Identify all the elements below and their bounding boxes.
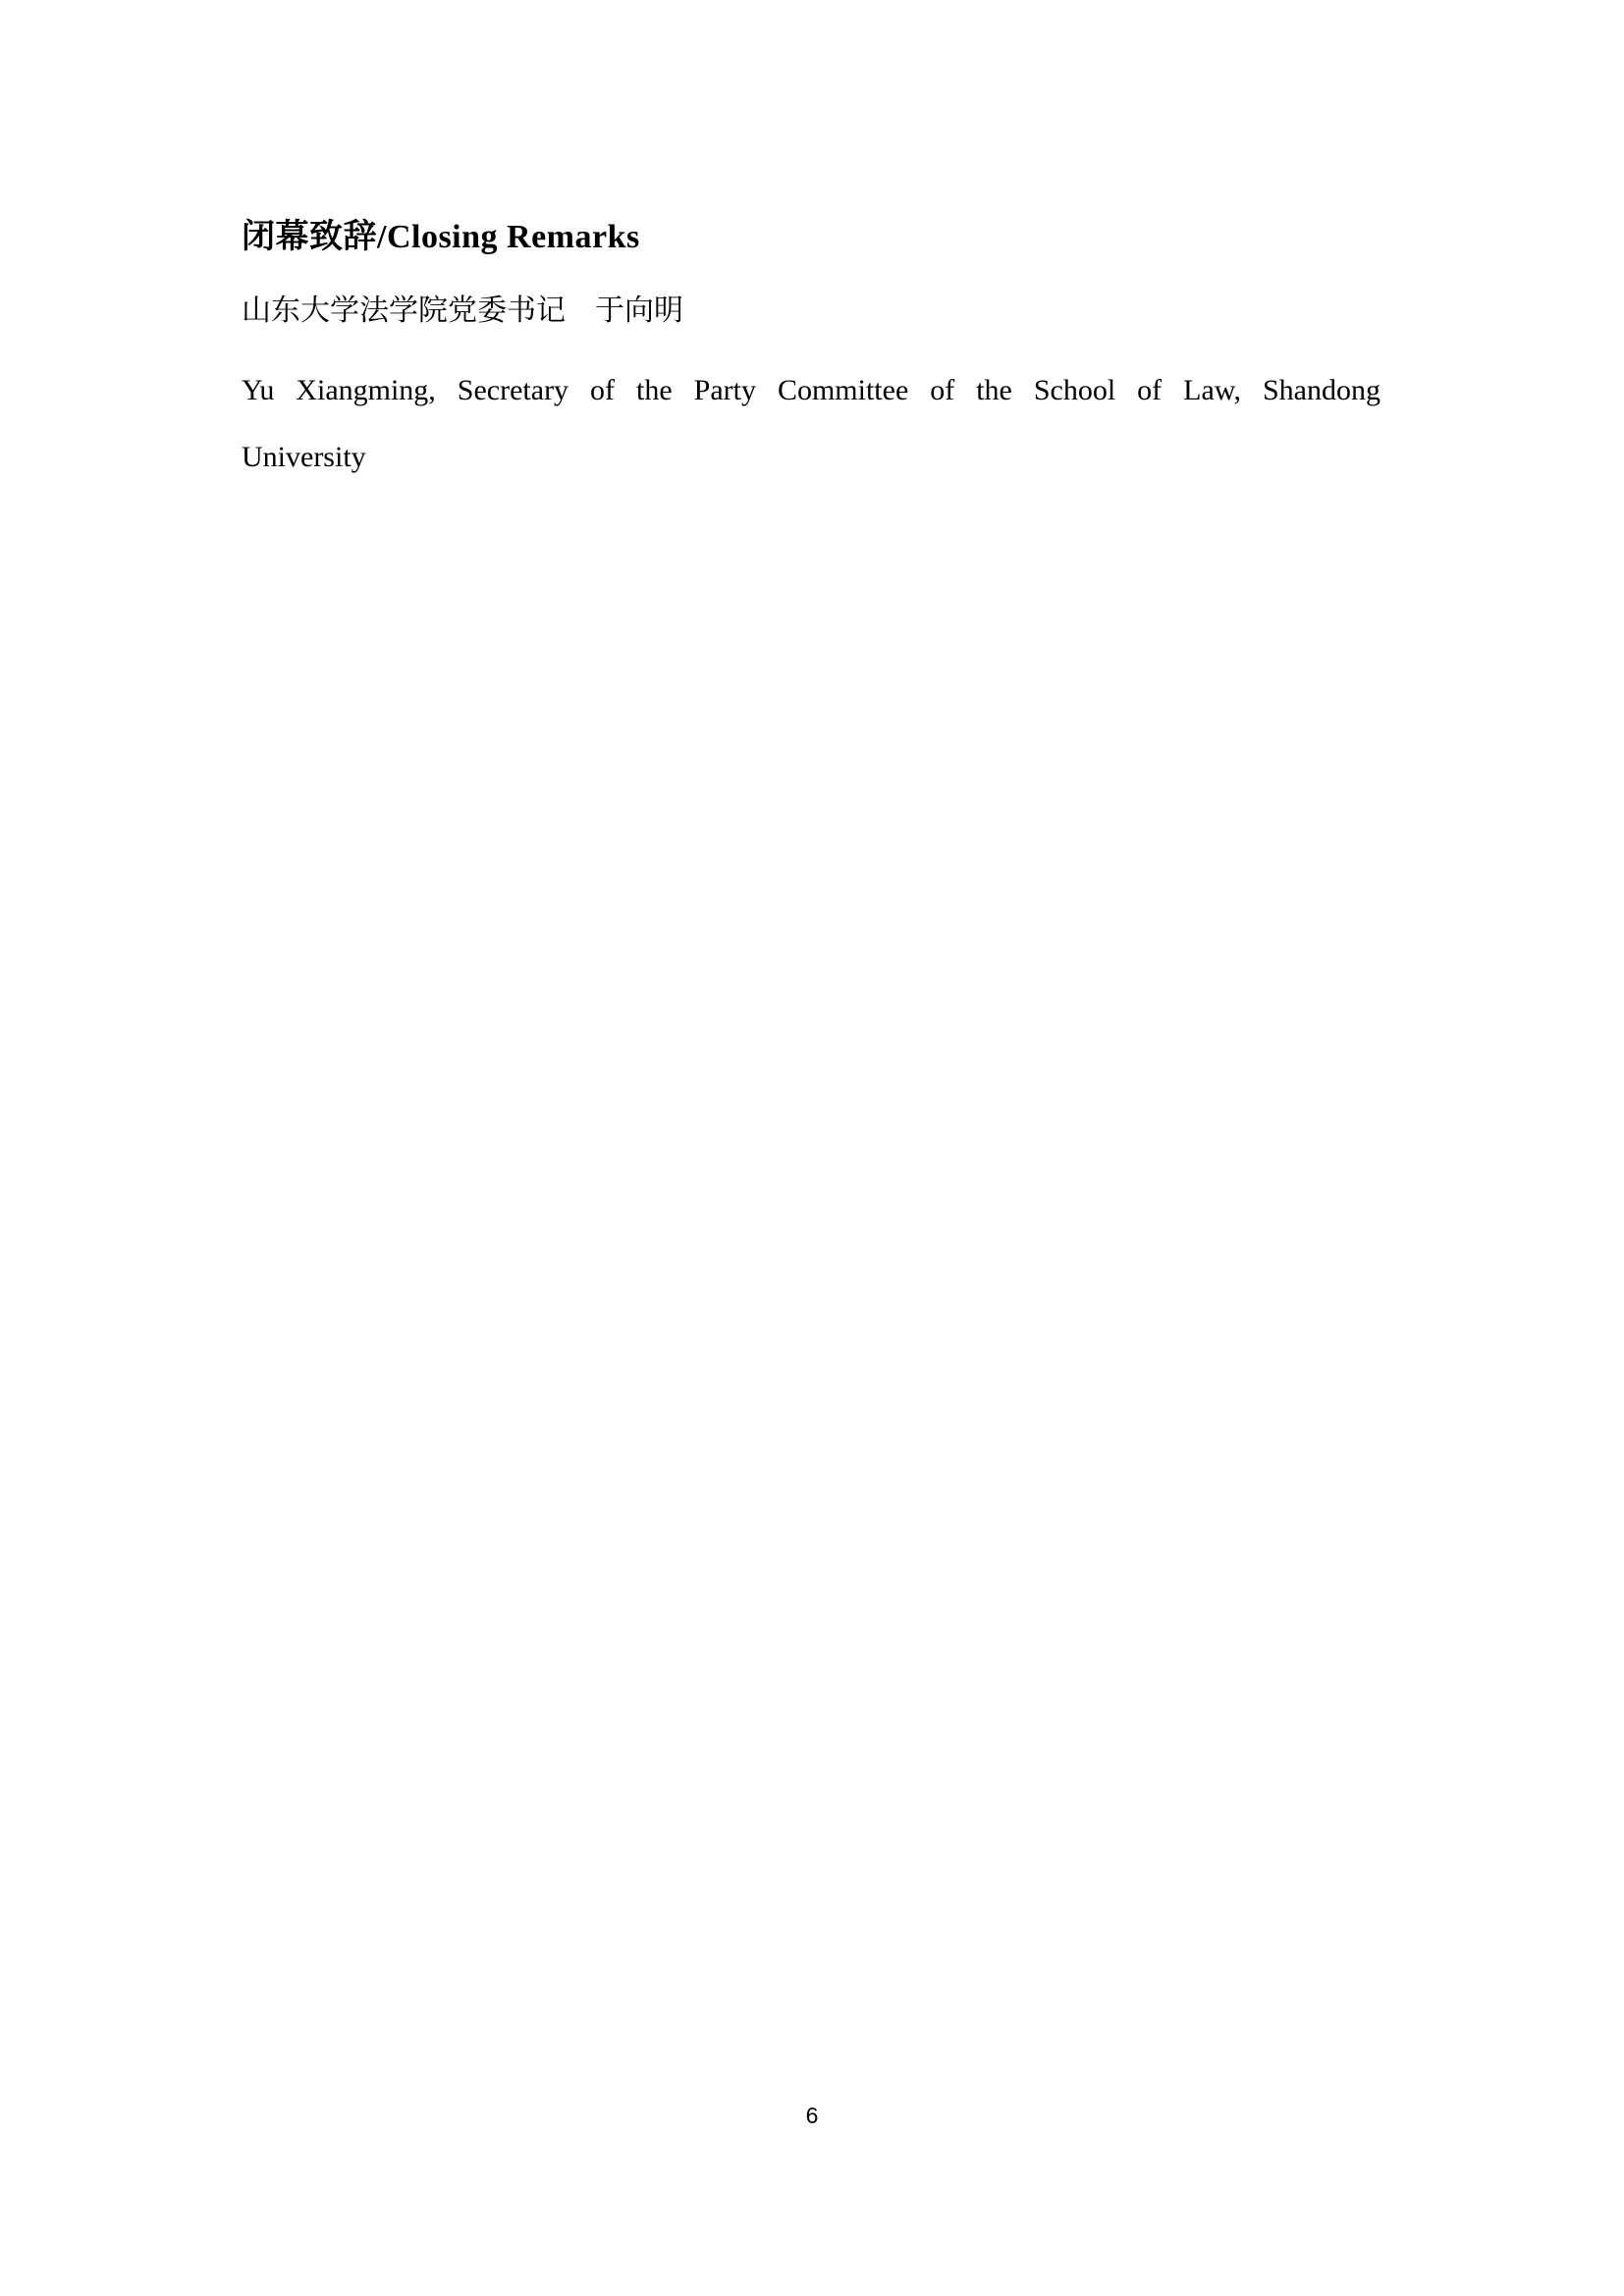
page-number: 6 <box>805 2103 819 2128</box>
speaker-name-zh: 山东大学法学院党委书记 于向明 <box>242 294 683 327</box>
closing-remarks-heading: 闭幕致辞/Closing Remarks <box>242 219 640 255</box>
speaker-name-en-line-1: Yu Xiangming, Secretary of the Party Committee of the School of Law, Shandong <box>242 374 1380 406</box>
speaker-name-en <box>242 357 1380 491</box>
speaker-name-en-line-2: University <box>242 441 366 473</box>
